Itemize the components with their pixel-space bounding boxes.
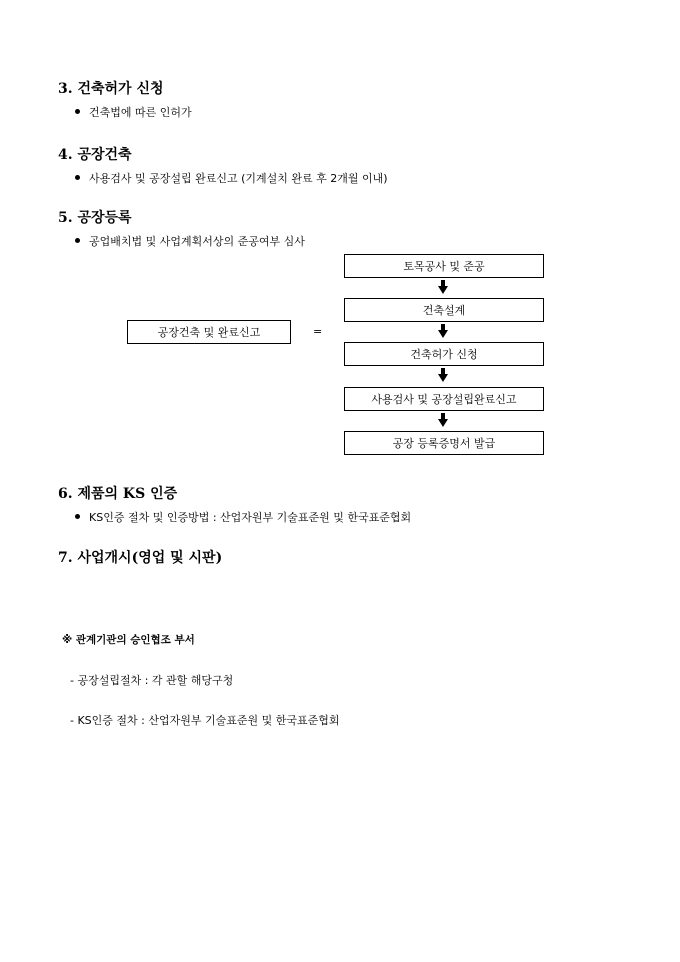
- flow-step-5: 공장 등록증명서 발급: [344, 431, 544, 455]
- arrow-down-icon: [438, 413, 448, 427]
- flow-step-4: 사용검사 및 공장설립완료신고: [344, 387, 544, 411]
- section-4-bullet: [75, 170, 388, 186]
- section-7-heading: 7. 사업개시(영업 및 시판): [58, 550, 223, 566]
- flow-step-2: 건축설계: [344, 298, 544, 322]
- flow-step-3: 건축허가 신청: [344, 342, 544, 366]
- note-item-1: - 공장설립절차 : 각 관할 해당구청: [70, 674, 234, 687]
- section-3-bullet: [75, 104, 192, 120]
- reference-mark-icon: ※: [62, 634, 73, 646]
- arrow-down-icon: [438, 368, 448, 382]
- section-6-bullet-text: KS인증 절차 및 인증방법 : 산업자원부 기술표준원 및 한국표준협회: [89, 511, 412, 524]
- note-title-text: 관계기관의 승인협조 부서: [75, 634, 195, 646]
- flow-step-1: 토목공사 및 준공: [344, 254, 544, 278]
- note-item-2: - KS인증 절차 : 산업자원부 기술표준원 및 한국표준협회: [70, 714, 340, 727]
- section-6-heading: 6. 제품의 KS 인증: [58, 486, 178, 502]
- flow-equals: =: [313, 325, 323, 338]
- bullet-icon: [75, 238, 80, 243]
- bullet-icon: [75, 175, 80, 180]
- section-3-bullet-text: 건축법에 따른 인허가: [89, 106, 192, 119]
- bullet-icon: [75, 109, 80, 114]
- section-5-bullet-text: 공업배치법 및 사업계획서상의 준공여부 심사: [89, 235, 305, 248]
- section-3-heading: 3. 건축허가 신청: [58, 81, 164, 97]
- section-6-bullet: [75, 509, 411, 525]
- flow-left-box: 공장건축 및 완료신고: [127, 320, 291, 344]
- note-title: [62, 632, 195, 647]
- arrow-down-icon: [438, 280, 448, 294]
- section-5-bullet: [75, 233, 305, 249]
- section-4-bullet-text: 사용검사 및 공장설립 완료신고 (기계설치 완료 후 2개월 이내): [89, 172, 388, 185]
- arrow-down-icon: [438, 324, 448, 338]
- section-5-heading: 5. 공장등록: [58, 210, 132, 226]
- bullet-icon: [75, 514, 80, 519]
- section-4-heading: 4. 공장건축: [58, 147, 132, 163]
